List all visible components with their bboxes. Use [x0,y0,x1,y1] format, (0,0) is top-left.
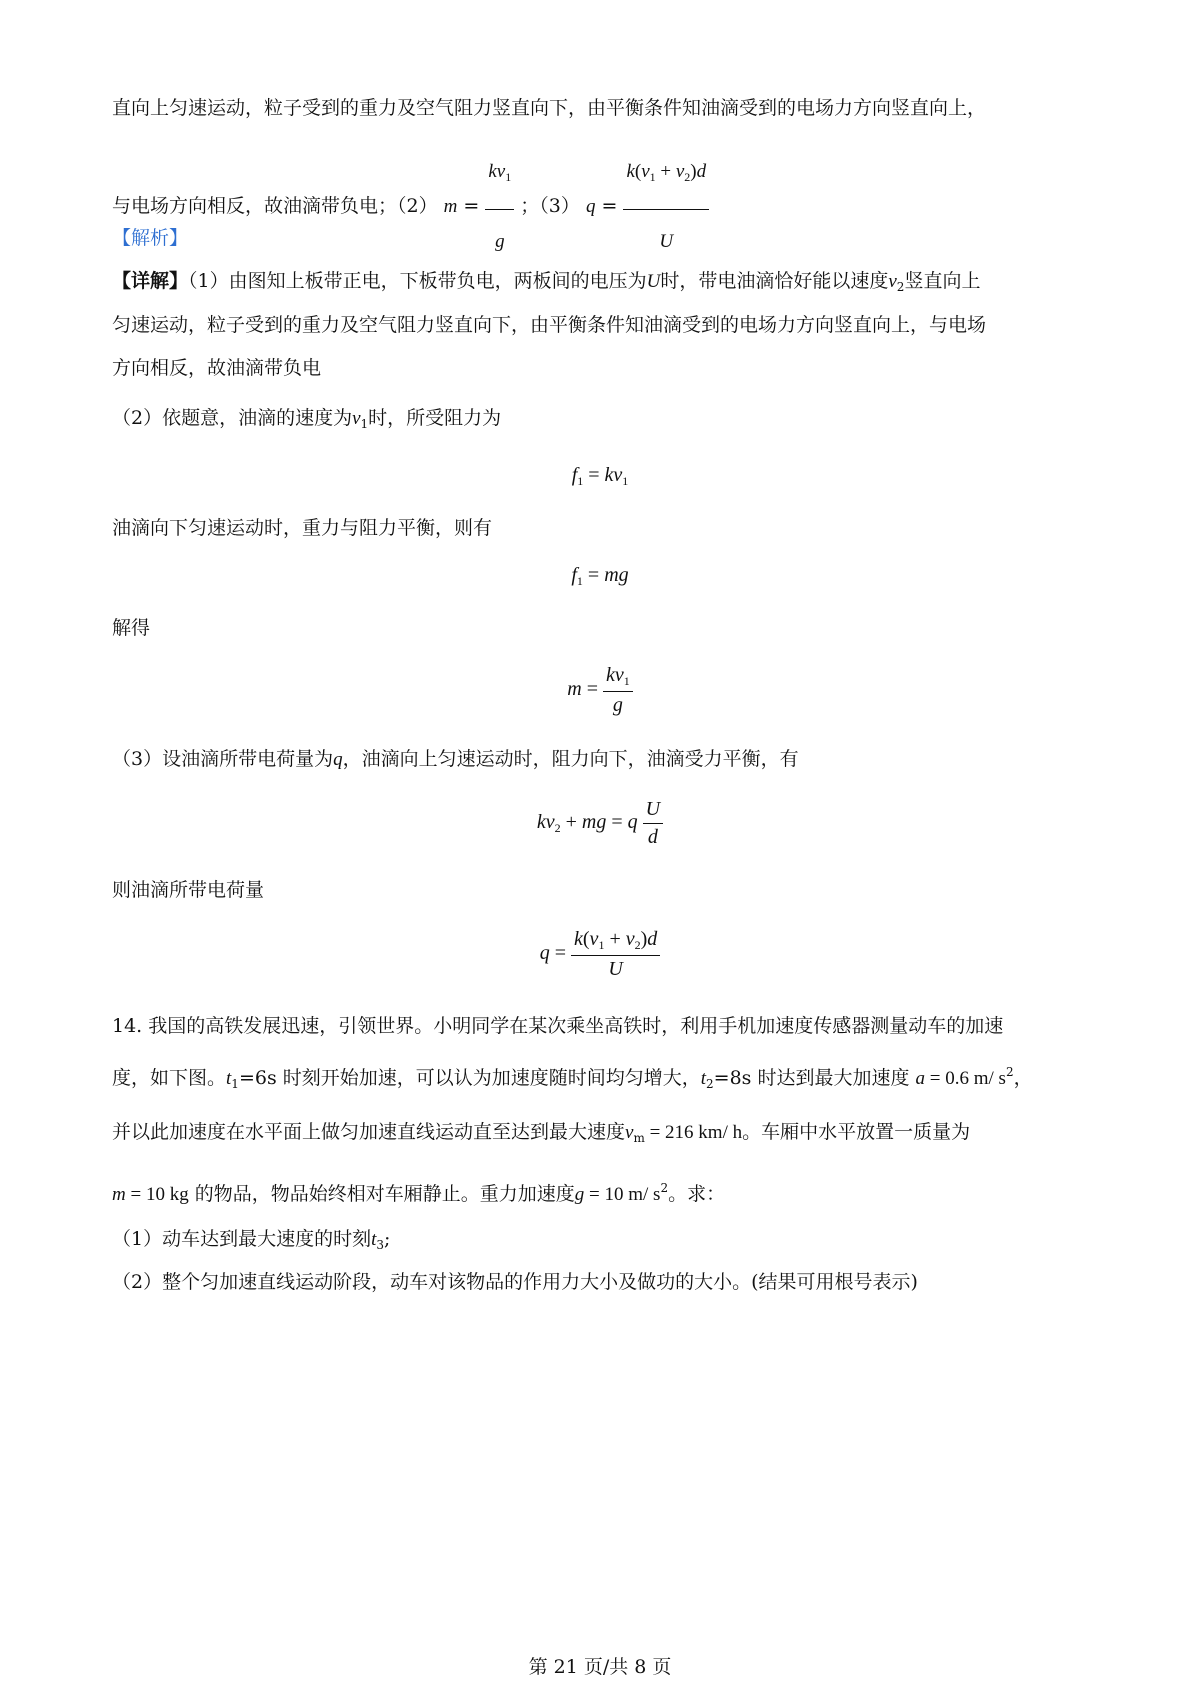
detail-line-3: 方向相反，故油滴带负电 [112,357,322,379]
detail-label: 【详解】 [112,270,189,292]
answer-line-2: 与电场方向相反，故油滴带负电；（2） m = $\frac{kv_1}{g}$ ；（3） q = $\frac{k(v_1 + v_2)d}{U}$ [112,142,709,272]
answer-text: 与电场方向相反，故油滴带负电；（2） [112,195,438,217]
q14-subq-1: （1）动车达到最大速度的时刻$t_3$; [112,1228,391,1252]
answer-mass-var: m [443,196,458,217]
answer-charge-fraction: $\frac{k(v_1 + v_2)d}{U}$ [623,142,709,272]
detail-line-1: 【详解】（1）由图知上板带正电，下板带负电，两板间的电压为U时，带电油滴恰好能以速度$v_2$竖直向上 [112,270,981,294]
equation-mass: m = $\frac{kv_1}{g}$ [0,664,1200,717]
answer-mass-fraction: $\frac{kv_1}{g}$ [485,142,514,272]
q14-subq-2: （2）整个匀加速直线运动阶段，动车对该物品的作用力大小及做功的大小。(结果可用根号表示) [112,1271,918,1293]
equation-f1-mg: $f_1$ = mg [571,564,629,588]
part2-balance: 油滴向下匀速运动时，重力与阻力平衡，则有 [112,517,493,539]
analysis-label: 【解析】 [112,227,189,249]
part2-intro: （2）依题意，油滴的速度为$v_1$时，所受阻力为 [112,407,502,431]
page-footer: 第 21 页/共 8 页 [528,1656,672,1678]
answer-line-1: 直向上匀速运动，粒子受到的重力及空气阻力竖直向下，由平衡条件知油滴受到的电场力方向竖直向上， [112,97,987,119]
answer-sep: ；（3） [520,195,580,217]
equation-charge: q = $\frac{k(v_1 + v_2)d}{U}$ [0,928,1200,981]
detail-line-2: 匀速运动，粒子受到的重力及空气阻力竖直向下，由平衡条件知油滴受到的电场力方向竖直向上，与电场 [112,314,987,336]
answer-charge-var: q [585,196,596,217]
q14-line-2: 度，如下图。$t_1=6s$ 时刻开始加速，可以认为加速度随时间均匀增大，$t_2=8s$ 时达到最大加速度 a = 0.6 m/ $s^2$， [112,1065,1033,1091]
q14-line-3: 并以此加速度在水平面上做匀加速直线运动直至达到最大速度$v_m = 216$ km/ h。车厢中水平放置一质量为 [112,1121,971,1145]
equation-f1-kv1: $f_1 = kv_1$ [571,464,629,488]
part3-intro: （3）设油滴所带电荷量为q，油滴向上匀速运动时，阻力向下，油滴受力平衡，有 [112,748,799,770]
solve-label: 解得 [112,617,151,639]
equation-force-balance: $kv_2$ + mg = q $\frac{U}{d}$ [0,798,1200,849]
q14-line-1: 14. 我国的高铁发展迅速，引领世界。小明同学在某次乘坐高铁时，利用手机加速度传感器测量动车的加速 [112,1015,1004,1037]
part3-charge-text: 则油滴所带电荷量 [112,879,265,901]
q14-line-4: m = 10 kg 的物品，物品始终相对车厢静止。重力加速度g = 10 m/ $s^2$。求： [112,1181,726,1205]
